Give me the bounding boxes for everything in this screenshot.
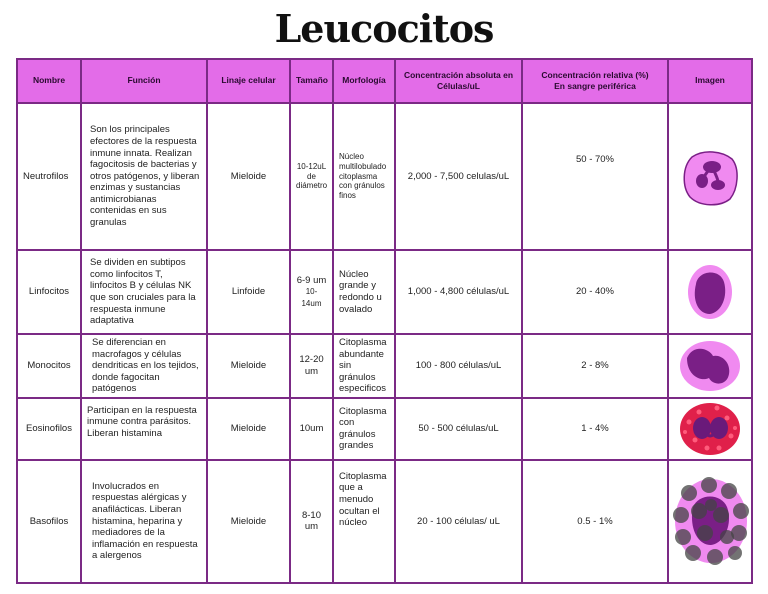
cell-imagen bbox=[668, 250, 752, 334]
table-row bbox=[17, 398, 752, 460]
cell-tamano bbox=[290, 250, 333, 334]
cell-nombre: Monocitos bbox=[17, 334, 81, 398]
cell-conc-abs: 50 - 500 células/uL bbox=[395, 398, 522, 460]
lymphocyte-cell-icon bbox=[682, 262, 738, 322]
header-linaje: Linaje celular bbox=[207, 59, 290, 103]
cell-linaje: Mieloide bbox=[207, 460, 290, 583]
cell-conc-abs: 100 - 800 células/uL bbox=[395, 334, 522, 398]
page-title: Leucocitos bbox=[274, 6, 494, 51]
header-morfologia: Morfología bbox=[333, 59, 395, 103]
neutrophil-cell-icon bbox=[678, 145, 742, 209]
cell-tamano: 10um bbox=[290, 398, 333, 460]
cell-linaje: Mieloide bbox=[207, 398, 290, 460]
cell-linaje: Linfoide bbox=[207, 250, 290, 334]
cell-tamano-alt: 10-14um bbox=[301, 287, 322, 308]
header-conc-abs bbox=[395, 59, 522, 103]
cell-linaje: Mieloide bbox=[207, 103, 290, 250]
cell-funcion: Participan en la respuesta inmune contra parásitos. Liberan histamina bbox=[81, 398, 207, 460]
cell-funcion: Involucrados en respuestas alérgicas y anafilácticas. Liberan histamina, heparina y mediadores de la inflamación en respuesta a alergenos bbox=[81, 460, 207, 583]
header-conc-abs-line1: Concentración absoluta en bbox=[403, 69, 514, 80]
cell-morfologia: Núcleo grande y redondo u ovalado bbox=[333, 250, 395, 334]
eosinophil-cell-icon bbox=[677, 400, 743, 458]
cell-conc-abs: 20 - 100 células/ uL bbox=[395, 460, 522, 583]
leucocitos-table bbox=[16, 58, 753, 584]
cell-morfologia: Núcleo multilobulado citoplasma con gránulos finos bbox=[333, 103, 395, 250]
cell-conc-rel: 1 - 4% bbox=[522, 398, 668, 460]
table-row bbox=[17, 250, 752, 334]
cell-imagen bbox=[668, 460, 752, 583]
table-row bbox=[17, 334, 752, 398]
cell-nombre: Basofilos bbox=[17, 460, 81, 583]
table-row bbox=[17, 460, 752, 583]
header-conc-rel-line1: Concentración relativa (%) bbox=[541, 69, 649, 80]
cell-nombre: Neutrofilos bbox=[17, 103, 81, 250]
header-conc-rel-line2: En sangre periférica bbox=[554, 81, 636, 91]
monocyte-cell-icon bbox=[675, 338, 745, 394]
header-conc-rel bbox=[522, 59, 668, 103]
cell-conc-abs: 1,000 - 4,800 células/uL bbox=[395, 250, 522, 334]
table-row bbox=[17, 103, 752, 250]
cell-morfologia: Citoplasma abundante sin gránulos especificos bbox=[333, 334, 395, 398]
basophil-cell-icon bbox=[669, 471, 753, 571]
cell-conc-rel: 20 - 40% bbox=[522, 250, 668, 334]
cell-tamano-main: 6-9 um bbox=[296, 274, 327, 286]
header-row bbox=[17, 59, 752, 103]
cell-funcion: Se diferencian en macrofagos y células dendriticas en los tejidos, donde fagocitan patógenos bbox=[81, 334, 207, 398]
cell-morfologia: Citoplasma con gránulos grandes bbox=[333, 398, 395, 460]
cell-conc-rel: 50 - 70% bbox=[522, 103, 668, 250]
cell-tamano: 12-20 um bbox=[290, 334, 333, 398]
cell-conc-abs: 2,000 - 7,500 celulas/uL bbox=[395, 103, 522, 250]
cell-tamano: 10-12uL de diámetro bbox=[290, 103, 333, 250]
header-nombre: Nombre bbox=[17, 59, 81, 103]
header-imagen: Imagen bbox=[668, 59, 752, 103]
cell-tamano: 8-10 um bbox=[290, 460, 333, 583]
cell-funcion: Se dividen en subtipos como linfocitos T, linfocitos B y células NK que son cruciales para la respuesta inmune adaptativa bbox=[81, 250, 207, 334]
cell-nombre: Eosinofilos bbox=[17, 398, 81, 460]
header-conc-abs-line2: Células/uL bbox=[437, 81, 480, 91]
header-tamano: Tamaño bbox=[290, 59, 333, 103]
cell-imagen bbox=[668, 398, 752, 460]
header-funcion: Función bbox=[81, 59, 207, 103]
cell-morfologia: Citoplasma que a menudo ocultan el núcleo bbox=[333, 460, 395, 583]
cell-conc-rel: 0.5 - 1% bbox=[522, 460, 668, 583]
cell-funcion: Son los principales efectores de la respuesta inmune innata. Realizan fagocitosis de bacterias y otros patógenos, y liberan enzimas y sustancias antimicrobianas contenidas en sus granulas bbox=[81, 103, 207, 250]
cell-conc-rel: 2 - 8% bbox=[522, 334, 668, 398]
cell-nombre: Linfocitos bbox=[17, 250, 81, 334]
cell-imagen bbox=[668, 103, 752, 250]
cell-imagen bbox=[668, 334, 752, 398]
cell-linaje: Mieloide bbox=[207, 334, 290, 398]
